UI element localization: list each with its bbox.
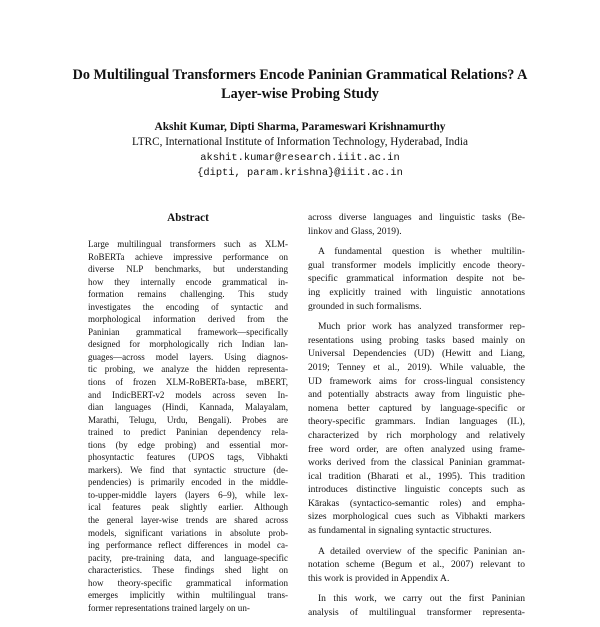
abstract-line: characteristics. These findings shed light on: [88, 565, 288, 576]
abstract-line: investigates the encoding of syntactic and: [88, 301, 288, 312]
abstract-line: Paninian grammatical framework—specifically: [88, 326, 288, 337]
body-paragraph: [308, 211, 525, 238]
body-line: notation scheme (Begum et al., 2007) relevant to: [308, 559, 525, 571]
abstract-line: morphological information derived from the: [88, 314, 288, 325]
body-line: linkov and Glass, 2019).: [308, 225, 402, 237]
author-email: akshit.kumar@research.iiit.ac.in: [200, 152, 400, 164]
body-line: sizes morphological cues such as Vibhakti markers: [308, 511, 525, 523]
title-line-1: Do Multilingual Transformers Encode Paninian Grammatical Relations? A: [72, 67, 528, 83]
abstract-line: pendencies) is primarily encoded in the middle-: [88, 477, 288, 488]
body-line: UD framework aims for cross-lingual consistency: [308, 375, 525, 387]
body-line: A fundamental question is whether multilin-: [318, 246, 525, 258]
abstract-line: designed for morphologically rich Indian lan-: [88, 339, 288, 350]
body-line: introduces distinctive linguistic concepts such as: [308, 484, 525, 496]
abstract-line: dian languages (Hindi, Kannada, Malayalam,: [88, 402, 288, 413]
body-paragraph: [308, 245, 525, 313]
body-line: free word order, are often analyzed using frame-: [308, 443, 525, 455]
body-line: Much prior work has analyzed transformer rep-: [318, 321, 525, 333]
body-line: this work is provided in Appendix A.: [308, 572, 450, 584]
abstract-heading: Abstract: [167, 212, 209, 224]
abstract-line: pacity, pre-training data, and language-specific: [88, 552, 288, 563]
abstract-line: tions of frozen XLM-RoBERTa-base, mBERT,: [88, 377, 288, 388]
body-line: gual transformer models implicitly encode theory-: [308, 259, 525, 271]
title-line-2: Layer-wise Probing Study: [221, 86, 379, 102]
abstract-line: and IndicBERT-v2 models across seven In-: [88, 389, 288, 400]
abstract-line: trained to predict Paninian dependency rela-: [88, 427, 288, 438]
body-line: specific grammatical information despite not be-: [308, 273, 525, 285]
body-paragraph: [308, 592, 525, 619]
abstract-line: emerges implicitly within multilingual trans-: [88, 590, 288, 601]
body-line: across diverse languages and linguistic tasks (Be-: [308, 212, 525, 223]
abstract-line: phosyntactic features (UPOS tags, Vibhakti: [88, 452, 288, 463]
body-line: and potentially abstracts away from linguistic phe-: [308, 389, 525, 401]
abstract-line: former representations trained largely on un-: [88, 602, 250, 613]
abstract-line: tions (by edge probing) and essential mor-: [88, 439, 288, 450]
body-paragraph: [308, 320, 525, 538]
body-line: resentations using probing tasks based mainly on: [308, 334, 525, 346]
body-line: as fundamental in signaling syntactic structures.: [308, 525, 492, 537]
body-paragraph: [308, 545, 525, 586]
abstract-line: Marathi, Telugu, Urdu, Bengali). Probes are: [88, 414, 288, 425]
abstract-line: ical features peak slightly earlier. Although: [88, 502, 288, 513]
abstract-line: formation remains challenging. This study: [88, 289, 288, 300]
paper-title: [40, 66, 560, 104]
body-line: ing explicitly trained with linguistic annotations: [308, 286, 525, 298]
body-line: In this work, we carry out the first Paninian: [318, 593, 525, 605]
abstract-line: the general layer-wise trends are shared across: [88, 515, 288, 526]
abstract-line: markers). We find that syntactic structure (de-: [88, 464, 288, 475]
author-list: Akshit Kumar, Dipti Sharma, Parameswari Krishnamurthy: [154, 121, 446, 133]
abstract-line: how they internally encode grammatical in-: [88, 276, 288, 287]
body-line: A detailed overview of the specific Paninian an-: [318, 545, 525, 557]
body-line: theory-specific grammars. Indian languages (IL),: [308, 416, 525, 428]
body-line: ical tradition (Bharati et al., 1995). This tradition: [308, 470, 525, 482]
abstract-body: [88, 238, 288, 614]
abstract-line: ing performance reflect differences in model ca-: [88, 540, 288, 551]
author-email: {dipti, param.krishna}@iiit.ac.in: [197, 167, 403, 179]
abstract-line: how theory-specific grammatical information: [88, 577, 288, 588]
abstract-line: tic probing, we analyze the hidden representa-: [88, 364, 288, 375]
abstract-line: diverse NLP benchmarks, but understanding: [88, 264, 288, 275]
abstract-line: Large multilingual transformers such as XLM-: [88, 239, 288, 249]
body-line: Kārakas (syntactico-semantic roles) and empha-: [308, 497, 525, 509]
affiliation: LTRC, International Institute of Information Technology, Hyderabad, India: [132, 136, 468, 148]
body-line: works derived from the classical Paninian grammat-: [308, 457, 525, 469]
body-line: nomena better captured by language-specific or: [308, 402, 525, 414]
body-line: Universal Dependencies (UD) (Hewitt and Liang,: [308, 348, 525, 360]
body-line: grounded in such formalisms.: [308, 300, 422, 312]
body-column-right: [308, 211, 525, 627]
abstract-line: guages—across model layers. Using diagnos-: [88, 351, 288, 362]
body-line: characterized by rich morphology and relatively: [308, 429, 525, 441]
body-line: analysis of multilingual transformer representa-: [308, 607, 525, 619]
body-line: 2019; Tenney et al., 2019). While valuable, the: [308, 361, 525, 373]
abstract-line: models, significant variations in absolute prob-: [88, 527, 288, 538]
abstract-line: to-upper-middle layers (layers 6–9), while lex-: [88, 489, 288, 500]
abstract-line: RoBERTa achieve impressive performance on: [88, 251, 288, 262]
